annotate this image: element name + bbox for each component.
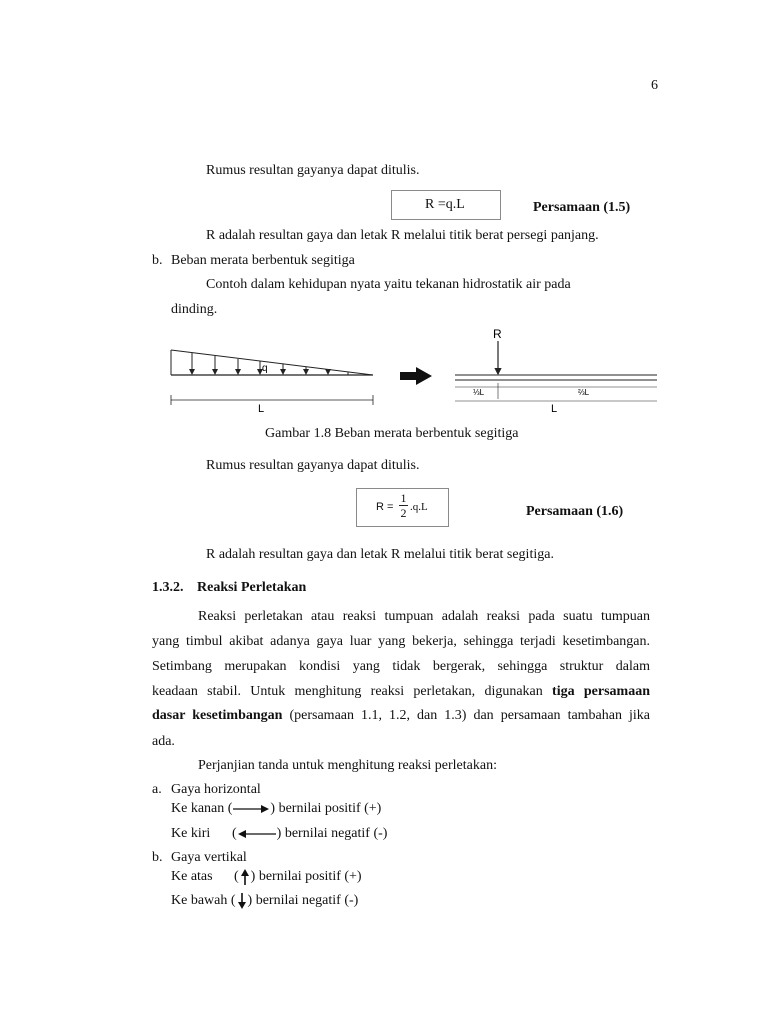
- vertical-up-row: ( ) bernilai positif (+): [234, 869, 362, 885]
- page-number: 6: [651, 78, 658, 93]
- triangular-load-figure: [160, 325, 665, 420]
- dim-two-thirds-label: ⅔L: [578, 388, 590, 397]
- arrow-up-icon: [239, 868, 251, 886]
- equation-label-1-6: Persamaan (1.6): [526, 504, 624, 519]
- list-letter-b: b.: [152, 253, 163, 268]
- dim-total-label: L: [551, 403, 558, 415]
- transform-arrow-icon: [400, 367, 432, 385]
- vertical-up-value: ) bernilai positif (+): [250, 869, 362, 885]
- formula-1: R =q.L: [425, 197, 465, 212]
- horizontal-left-value: ) bernilai negatif (-): [276, 826, 388, 841]
- resultant-r-label: R: [493, 327, 502, 341]
- resultant-diagram: [455, 327, 657, 415]
- paragraph-line-1: Reaksi perletakan atau reaksi tumpuan adalah reaksi pada suatu tumpuan: [198, 609, 650, 624]
- formula-intro-1: Rumus resultan gayanya dapat ditulis.: [206, 163, 420, 178]
- paragraph-line-5-text: (persamaan 1.1, 1.2, dan 1.3) dan persamaan tambahan jika: [289, 708, 650, 723]
- list-letter-b-vertical: b.: [152, 850, 163, 865]
- equation-label-1-5: Persamaan (1.5): [533, 200, 631, 215]
- formula-2-suffix: .q.L: [410, 501, 428, 513]
- example-text-line2: dinding.: [171, 302, 218, 317]
- triangular-load-diagram: [171, 350, 373, 415]
- formula-2-denominator: 2: [400, 506, 407, 520]
- horizontal-right-value: ) bernilai positif (+): [270, 801, 382, 816]
- load-q-label: q: [262, 363, 268, 374]
- list-letter-a: a.: [152, 782, 162, 797]
- arrow-left-icon: [237, 829, 277, 839]
- formula-intro-2: Rumus resultan gayanya dapat ditulis.: [206, 458, 420, 473]
- paragraph-line-5: [152, 704, 650, 729]
- horizontal-right-label: Ke kanan (: [171, 801, 233, 816]
- formula-box-2: [356, 488, 449, 527]
- paragraph-line-4-text: keadaan stabil. Untuk menghitung reaksi perletakan, digunakan: [152, 684, 543, 699]
- figure-caption: Gambar 1.8 Beban merata berbentuk segitiga: [265, 426, 519, 441]
- vertical-down-row: [171, 892, 358, 910]
- horizontal-left-row: ( ) bernilai negatif (-): [232, 826, 388, 841]
- horizontal-left-label: Ke kiri: [171, 826, 211, 841]
- horizontal-right-row: [171, 800, 381, 818]
- paragraph-line-4: [152, 680, 650, 705]
- arrow-right-icon: [232, 804, 270, 814]
- formula-2-numerator: 1: [400, 491, 407, 505]
- bold-three-equations: tiga persamaan: [552, 684, 650, 699]
- section-title: Reaksi Perletakan: [197, 580, 307, 595]
- formula-box-1: [391, 190, 501, 220]
- sign-convention-intro: Perjanjian tanda untuk menghitung reaksi perletakan:: [198, 758, 497, 773]
- paragraph-line-3: Setimbang merupakan kondisi yang tidak bergerak, sehingga struktur dalam: [152, 659, 650, 674]
- arrow-down-icon: [236, 892, 248, 910]
- vertical-title: Gaya vertikal: [171, 850, 247, 865]
- horizontal-title: Gaya horizontal: [171, 782, 261, 797]
- paragraph-line-6: ada.: [152, 734, 175, 749]
- dim-one-third-label: ⅓L: [473, 388, 485, 397]
- vertical-down-value: ) bernilai negatif (-): [247, 893, 359, 909]
- formula-explain-1: R adalah resultan gaya dan letak R melalui titik berat persegi panjang.: [206, 228, 599, 243]
- list-item-title: Beban merata berbentuk segitiga: [171, 253, 355, 268]
- vertical-down-label: Ke bawah (: [171, 893, 236, 909]
- section-number: 1.3.2.: [152, 580, 184, 595]
- example-text-line1: Contoh dalam kehidupan nyata yaitu tekanan hidrostatik air pada: [206, 277, 571, 292]
- vertical-up-label: Ke atas: [171, 869, 213, 884]
- span-l-label: L: [258, 403, 265, 415]
- formula-2-prefix: R =: [376, 501, 394, 513]
- bold-basic-equilibrium: dasar kesetimbangan: [152, 708, 283, 723]
- paragraph-line-2: yang timbul akibat adanya gaya luar yang bekerja, sehingga terjadi kesetimbangan.: [152, 634, 650, 649]
- formula-explain-2: R adalah resultan gaya dan letak R melalui titik berat segitiga.: [206, 547, 554, 562]
